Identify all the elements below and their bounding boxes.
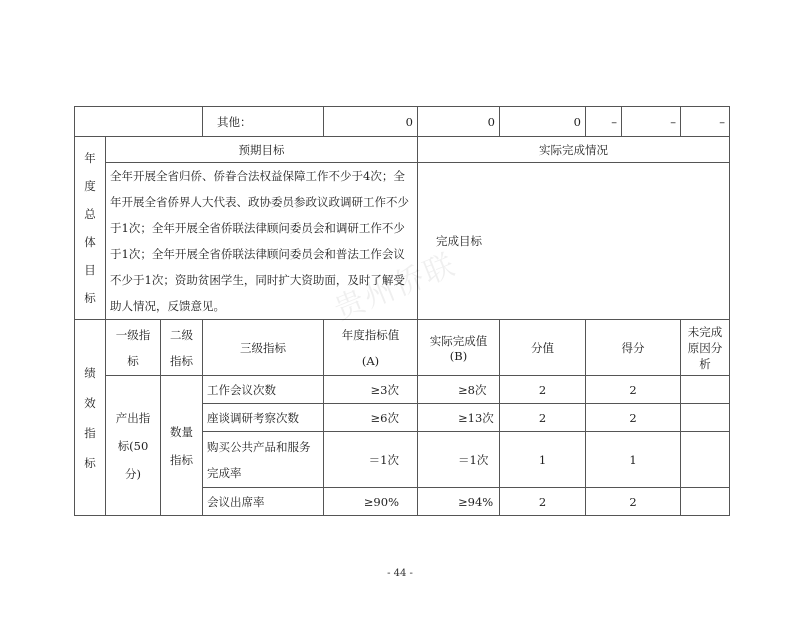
row-target: ≥90%: [324, 488, 418, 516]
row-target: ＝1次: [324, 432, 418, 488]
actual-completion-text: 完成目标: [418, 163, 730, 320]
perf-header-row: [75, 320, 730, 376]
other-row-value-2: 0: [418, 107, 500, 137]
row-score: 1: [500, 432, 586, 488]
performance-table: [74, 106, 730, 516]
row-name: 工作会议次数: [203, 376, 324, 404]
goal-side-char: 总: [84, 207, 96, 221]
header-annual-target: 年度指标值(A): [324, 320, 418, 376]
row-actual: ＝1次: [418, 432, 500, 488]
other-row-blank: [75, 107, 203, 137]
other-row-label: 其他：: [203, 107, 324, 137]
row-target: ≥6次: [324, 404, 418, 432]
expected-goal-text: 全年开展全省归侨、侨眷合法权益保障工作不少于4次；全年开展全省侨界人大代表、政协委员参政议政调研工作不少于1次；全年开展全省侨联法律顾问委员会和调研工作不少于1次；全年开展全省侨联法律顾问委员会和普法工作会议不少于1次；资助贫困学生，同时扩大资助面，及时了解受助人情况，反馈意见。: [106, 163, 418, 320]
perf-side-char: 绩: [84, 365, 96, 380]
goal-side-char: 体: [84, 235, 96, 249]
other-row: [75, 107, 730, 137]
row-name: 购买公共产品和服务完成率: [203, 432, 324, 488]
row-score: 2: [500, 376, 586, 404]
other-row-value-3: 0: [500, 107, 586, 137]
row-actual: ≥8次: [418, 376, 500, 404]
other-row-dash-2: –: [622, 107, 681, 137]
watermark: 贵州侨联: [329, 247, 462, 328]
row-reason: [681, 376, 730, 404]
goal-side-char: 年: [84, 151, 96, 165]
goal-content-row: [75, 163, 730, 320]
goal-side-char: 度: [84, 179, 96, 193]
row-obtained: 2: [586, 404, 681, 432]
header-level1: 一级指标: [106, 320, 161, 376]
row-name: 座谈调研考察次数: [203, 404, 324, 432]
row-actual: ≥13次: [418, 404, 500, 432]
goal-header-row: [75, 137, 730, 163]
row-score: 2: [500, 404, 586, 432]
page-number: - 44 -: [387, 568, 413, 579]
row-obtained: 1: [586, 432, 681, 488]
perf-side-char: 标: [84, 455, 96, 470]
row-score: 2: [500, 488, 586, 516]
perf-side-char: 指: [84, 425, 96, 440]
goal-side-char: 目: [84, 263, 96, 277]
row-obtained: 2: [586, 376, 681, 404]
header-level2: 二级指标: [161, 320, 203, 376]
other-row-dash-1: –: [586, 107, 622, 137]
row-target: ≥3次: [324, 376, 418, 404]
header-level3: 三级指标: [203, 320, 324, 376]
perf-side-label: [75, 320, 106, 516]
header-score: 分值: [500, 320, 586, 376]
header-obtained: 得分: [586, 320, 681, 376]
header-actual-value: 实际完成值(B): [418, 320, 500, 376]
level2-value: 数量指标: [161, 376, 203, 516]
row-name: 会议出席率: [203, 488, 324, 516]
actual-completion-header: 实际完成情况: [418, 137, 730, 163]
row-reason: [681, 432, 730, 488]
other-row-dash-3: –: [681, 107, 730, 137]
other-row-value-1: 0: [324, 107, 418, 137]
goal-side-char: 标: [84, 291, 96, 305]
table-row: [75, 376, 730, 404]
row-reason: [681, 488, 730, 516]
expected-goal-header: 预期目标: [106, 137, 418, 163]
row-actual: ≥94%: [418, 488, 500, 516]
perf-side-char: 效: [84, 395, 96, 410]
header-reason: 未完成原因分析: [681, 320, 730, 376]
level1-value: 产出指标(50分): [106, 376, 161, 516]
goal-side-label: [75, 137, 106, 320]
row-reason: [681, 404, 730, 432]
row-obtained: 2: [586, 488, 681, 516]
